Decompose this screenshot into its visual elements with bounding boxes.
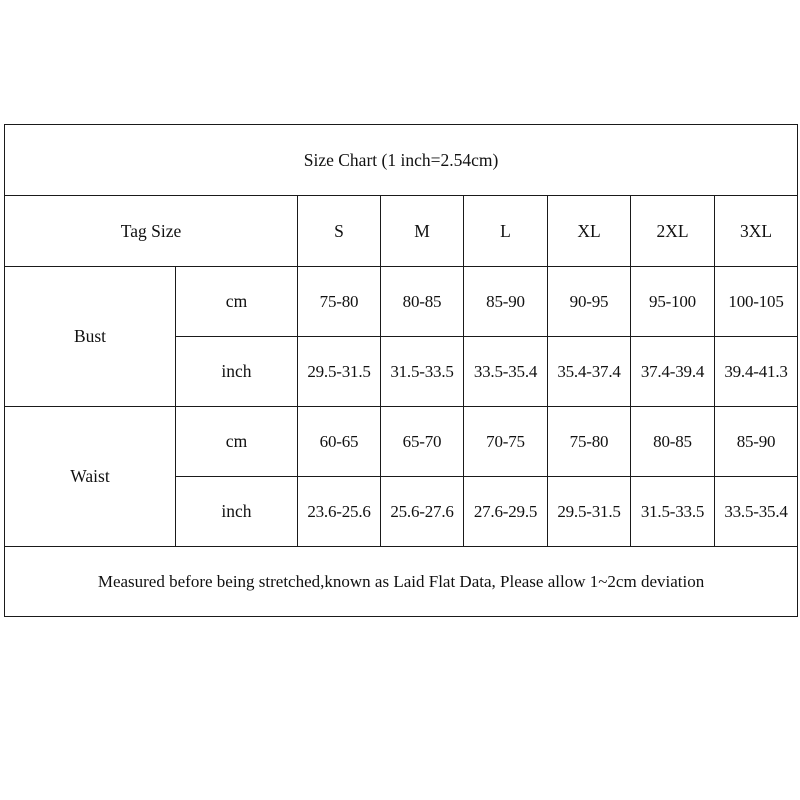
table-cell: 85-90 — [715, 407, 798, 477]
size-header-m: M — [381, 196, 464, 267]
table-cell: 31.5-33.5 — [381, 337, 464, 407]
tag-size-label: Tag Size — [5, 196, 298, 267]
bust-cm-row — [5, 267, 798, 337]
table-cell: 80-85 — [381, 267, 464, 337]
title-row — [5, 125, 798, 196]
table-cell: 60-65 — [298, 407, 381, 477]
table-cell: 100-105 — [715, 267, 798, 337]
bust-label: Bust — [5, 267, 176, 407]
table-cell: 37.4-39.4 — [631, 337, 715, 407]
waist-label: Waist — [5, 407, 176, 547]
table-cell: 90-95 — [548, 267, 631, 337]
table-cell: 39.4-41.3 — [715, 337, 798, 407]
table-cell: 80-85 — [631, 407, 715, 477]
size-header-row — [5, 196, 798, 267]
size-header-l: L — [464, 196, 548, 267]
unit-label: cm — [176, 407, 298, 477]
table-cell: 35.4-37.4 — [548, 337, 631, 407]
unit-label: inch — [176, 477, 298, 547]
table-cell: 23.6-25.6 — [298, 477, 381, 547]
table-cell: 33.5-35.4 — [464, 337, 548, 407]
table-cell: 29.5-31.5 — [548, 477, 631, 547]
size-header-3xl: 3XL — [715, 196, 798, 267]
table-cell: 29.5-31.5 — [298, 337, 381, 407]
unit-label: cm — [176, 267, 298, 337]
measurement-note: Measured before being stretched,known as Laid Flat Data, Please allow 1~2cm deviation — [5, 547, 798, 617]
table-cell: 27.6-29.5 — [464, 477, 548, 547]
table-cell: 85-90 — [464, 267, 548, 337]
size-header-xl: XL — [548, 196, 631, 267]
chart-title: Size Chart (1 inch=2.54cm) — [5, 125, 798, 196]
table-cell: 75-80 — [548, 407, 631, 477]
size-header-s: S — [298, 196, 381, 267]
unit-label: inch — [176, 337, 298, 407]
table-cell: 65-70 — [381, 407, 464, 477]
table-cell: 70-75 — [464, 407, 548, 477]
table-cell: 75-80 — [298, 267, 381, 337]
table-cell: 95-100 — [631, 267, 715, 337]
table-cell: 25.6-27.6 — [381, 477, 464, 547]
table-cell: 33.5-35.4 — [715, 477, 798, 547]
waist-cm-row — [5, 407, 798, 477]
table-cell: 31.5-33.5 — [631, 477, 715, 547]
note-row — [5, 547, 798, 617]
size-header-2xl: 2XL — [631, 196, 715, 267]
size-chart-table — [4, 124, 798, 617]
